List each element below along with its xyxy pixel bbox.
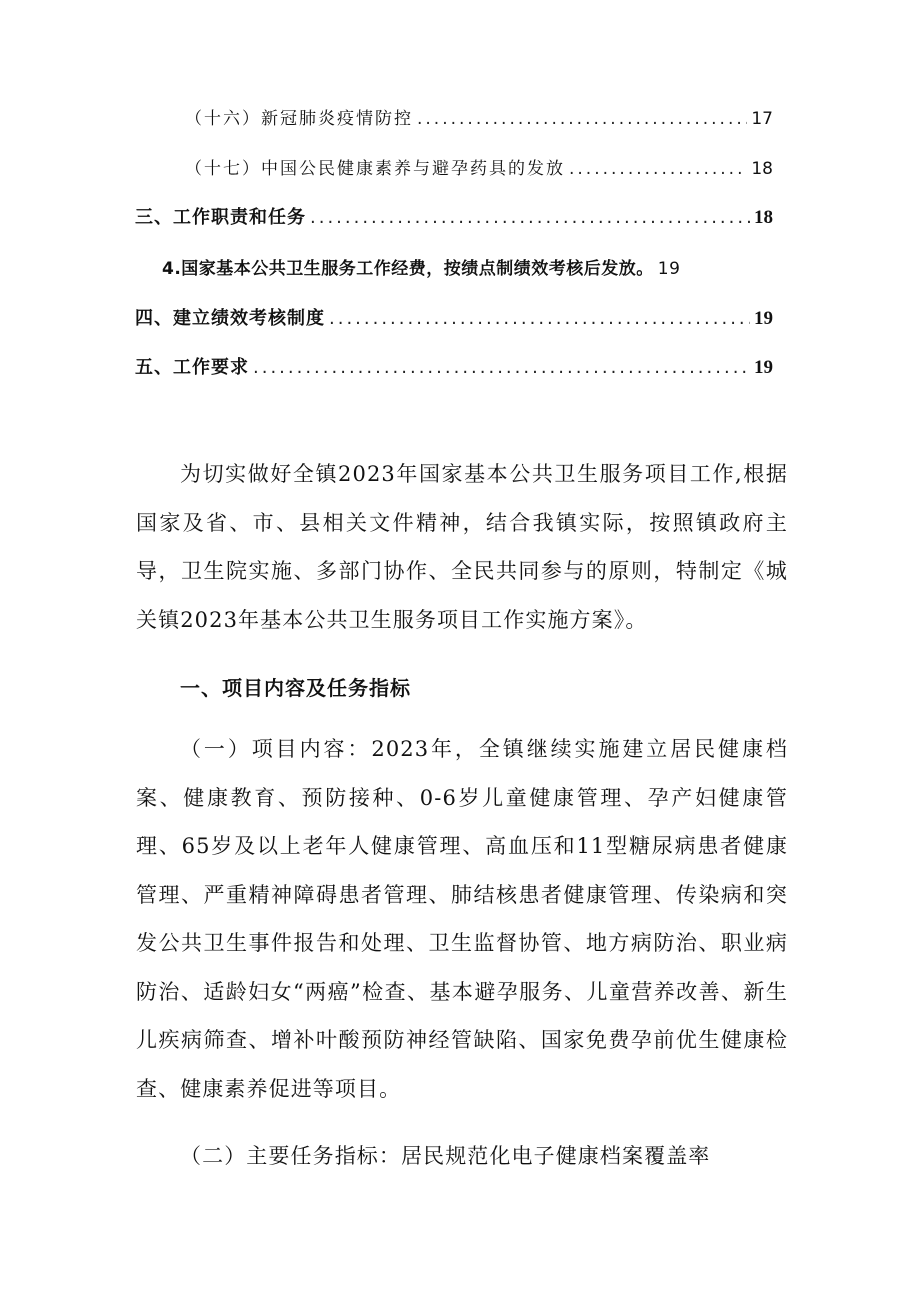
toc-entry[interactable] [135,353,773,379]
toc-entry-page: 19 [754,357,773,378]
toc-entry-page: 19 [754,308,773,329]
intro-paragraph: 为切实做好全镇2023年国家基本公共卫生服务项目工作,根据国家及省、市、县相关文件精神，结合我镇实际，按照镇政府主导，卫生院实施、多部门协作、全民共同参与的原则，特制定《城关镇2023年基本公共卫生服务项目工作实施方案》。 [136,462,788,632]
toc-entry-label: 五、工作要求 [135,357,249,378]
toc-entry-label: （十六）新冠肺炎疫情防控 [185,109,413,129]
toc-entry-label: 四、建立绩效考核制度 [135,308,325,329]
toc-leader [329,308,750,329]
toc-entry-page: 17 [751,109,773,129]
toc-leader [417,109,747,129]
toc-entry-label: （十七）中国公民健康素养与避孕药具的发放 [185,159,565,179]
toc-leader [569,159,747,179]
toc-entry-page: 18 [751,159,773,179]
toc-entry[interactable] [135,304,773,330]
toc-entry[interactable] [135,203,773,229]
toc-entry-page: 19 [657,259,681,279]
project-content-paragraph: （一）项目内容：2023年，全镇继续实施建立居民健康档案、健康教育、预防接种、0-6岁儿童健康管理、孕产妇健康管理、65岁及以上老年人健康管理、高血压和11型糖尿病患者健康管理、严重精神障碍患者管理、肺结核患者健康管理、传染病和突发公共卫生事件报告和处理、卫生监督协管、地方病防治、职业病防治、适龄妇女“两癌”检查、基本避孕服务、儿童营养改善、新生儿疾病筛查、增补叶酸预防神经管缺陷、国家免费孕前优生健康检查、健康素养促进等项目。 [136,737,788,1101]
toc-entry[interactable] [162,254,787,279]
toc-entry-page: 18 [754,207,773,228]
task-indicators-paragraph: （二）主要任务指标：居民规范化电子健康档案覆盖率 [180,1144,711,1168]
toc-entry[interactable] [185,154,773,179]
toc-leader [310,207,750,228]
section-heading: 一、项目内容及任务指标 [180,676,411,700]
toc-entry-label: 三、工作职责和任务 [135,207,306,228]
toc-entry[interactable] [185,104,773,129]
toc-leader [253,357,750,378]
toc-entry-label: 4.国家基本公共卫生服务工作经费，按绩点制绩效考核后发放。 [162,259,654,279]
